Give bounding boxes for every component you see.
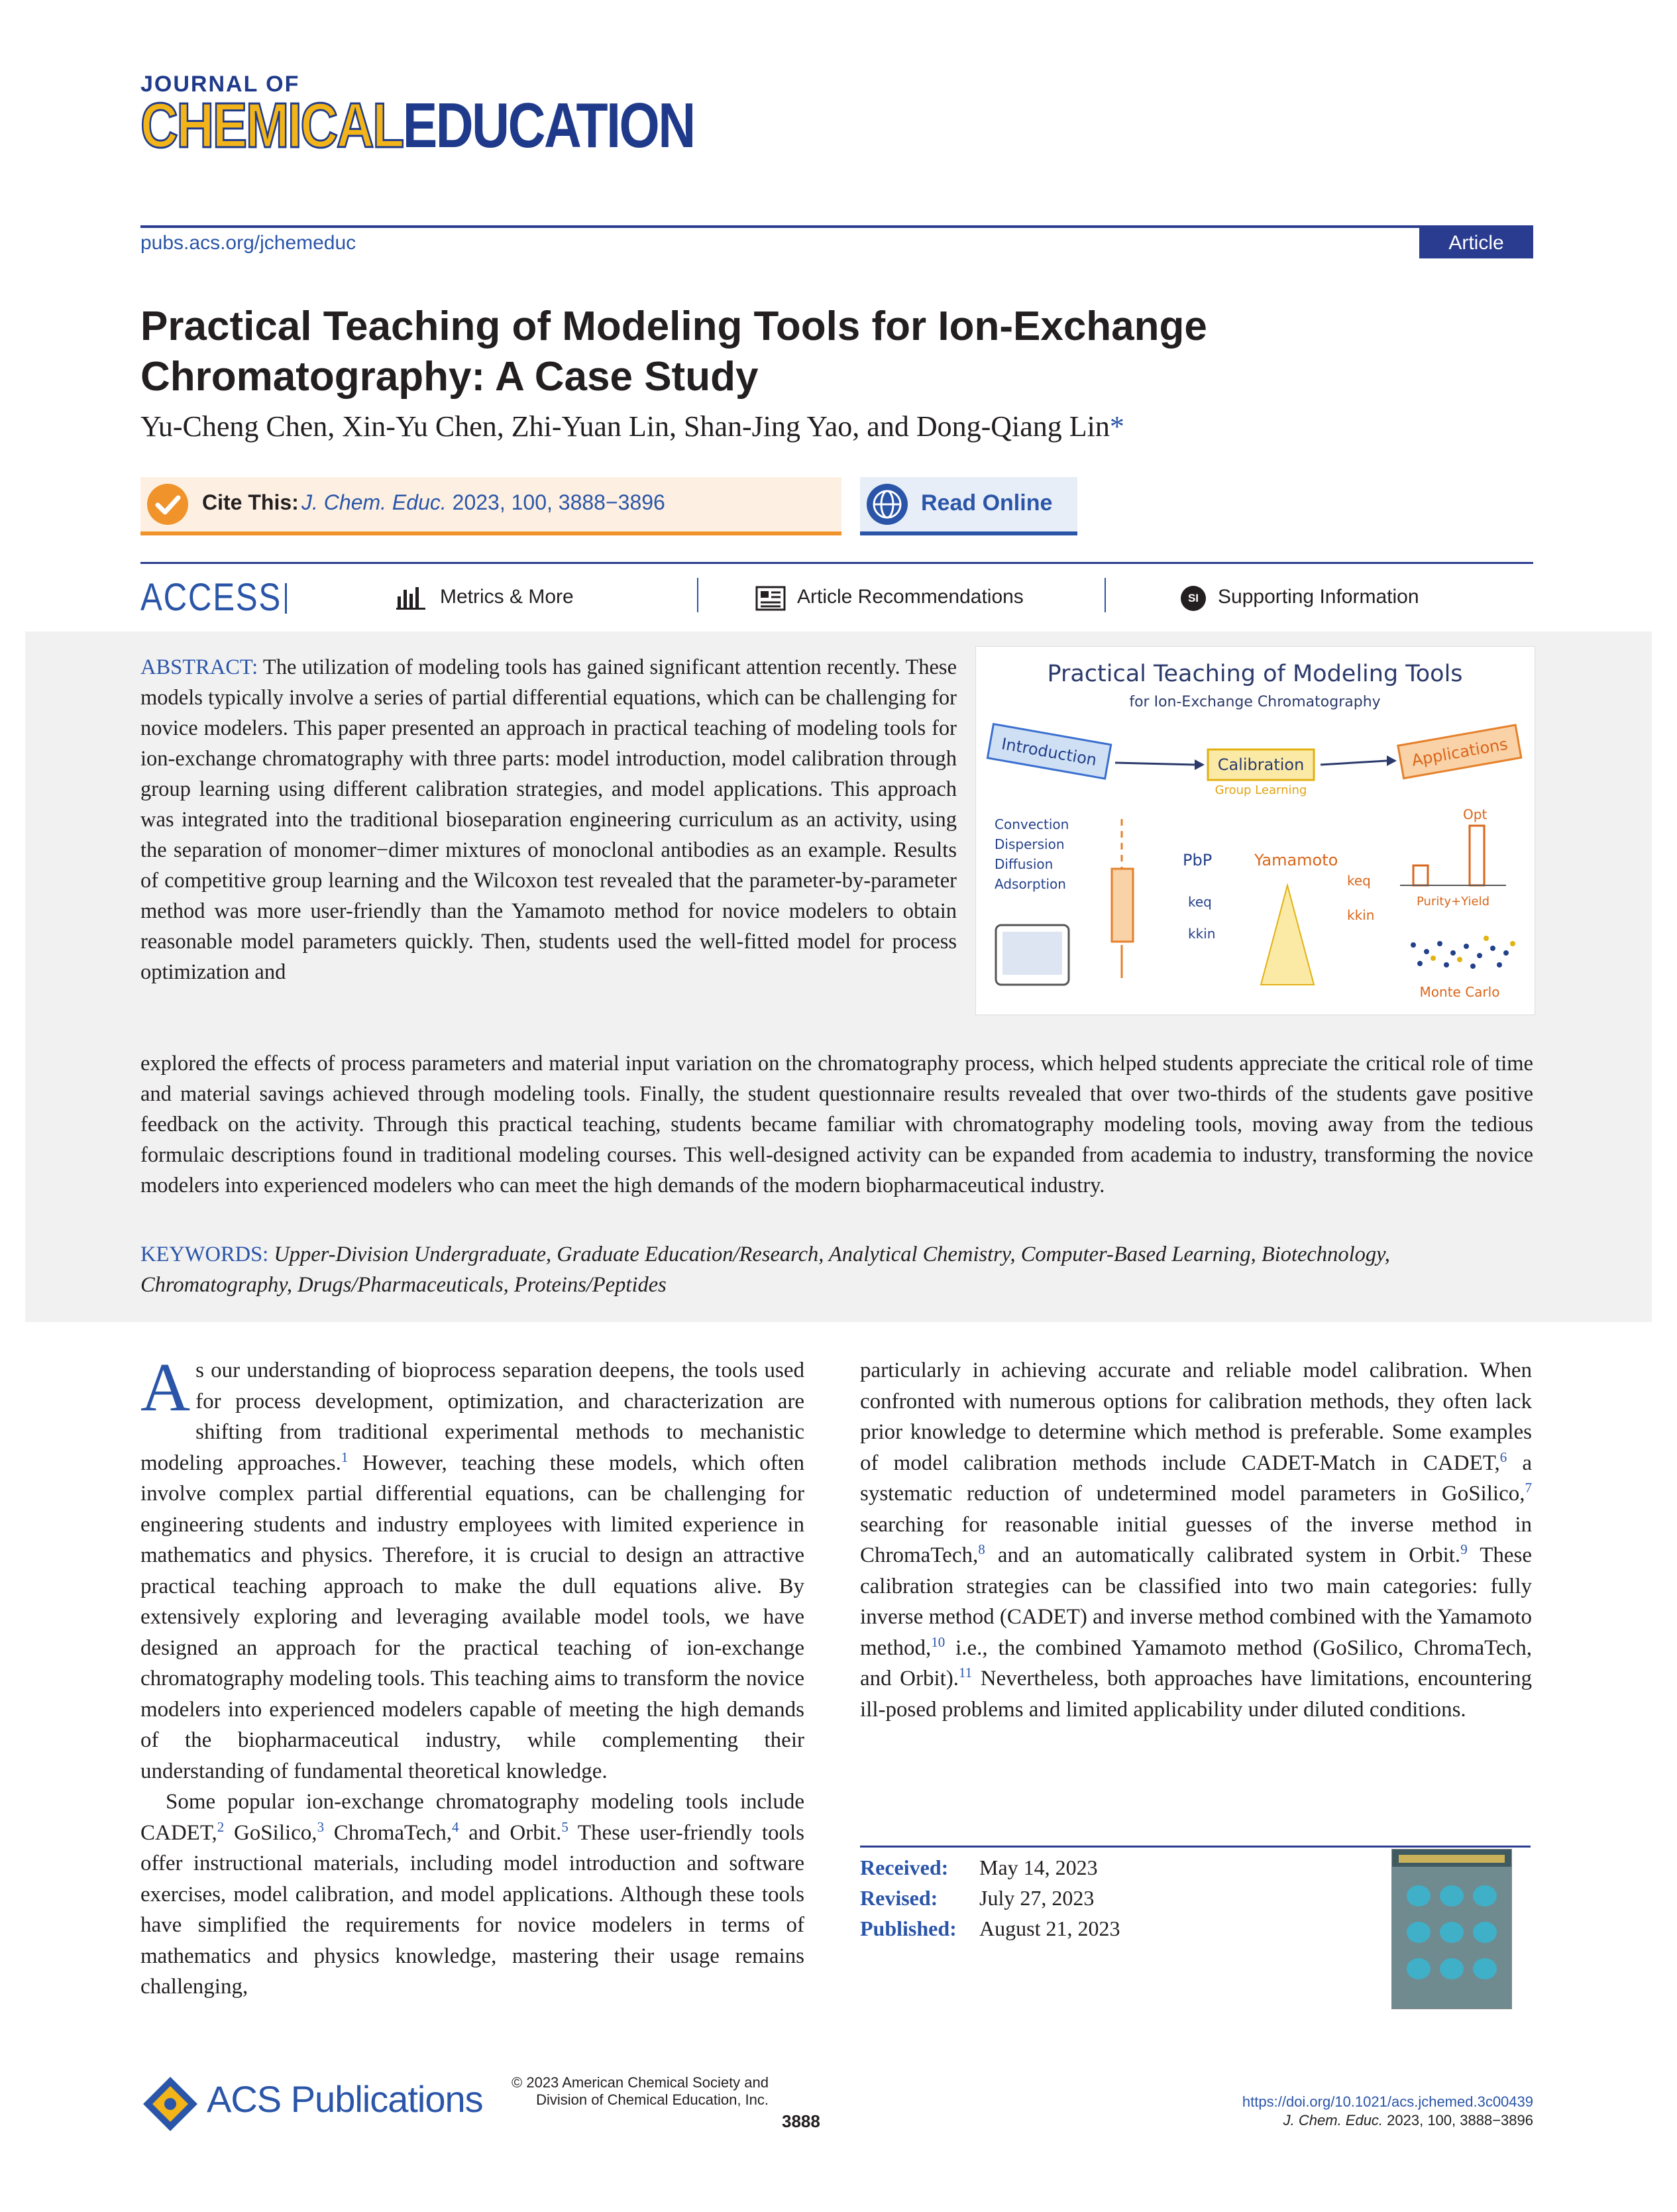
toc-pbp: PbP <box>1183 851 1213 869</box>
access-divider <box>285 583 287 614</box>
toc-yamamoto: Yamamoto <box>1254 851 1338 869</box>
cite-details: 2023, 100, 3888−3896 <box>446 490 665 514</box>
abstract-text-continued: explored the effects of process parameters and material input variation on the chromatography process, which helped students appreciate the critical role of time and material savings achieved through modeling tools. Finally, the student questionnaire results revealed that over two-thirds of the students gave positive feedback on the activity. Through this practical teaching, students became familiar with chromatography modeling tools, moving away from the tedious formulaic descriptions found in traditional modeling courses. This well-designed activity can be expanded from academia to industry, transforming the novice modelers into experienced modelers who can meet the high demands of the modern biopharmaceutical industry. <box>140 1052 1533 1197</box>
toc-opt: Opt <box>1463 806 1488 822</box>
body-p1a: s our understanding of bioprocess separation deepens, the tools used for process development, optimization, and characterization are shifting from traditional experimental methods to mechanistic modeling approaches. <box>140 1358 804 1475</box>
body-p2e: These user-friendly tools offer instructional materials, including model introduction and software exercises, model calibration, and model applications. Although these tools have simplified the requirements for novice modelers in terms of mathematics and physics knowledge, mastering their usage remains challenging, <box>140 1820 804 1999</box>
acs-logo-icon <box>140 2074 200 2134</box>
metrics-more-link[interactable]: Metrics & More <box>440 586 574 608</box>
ref-1[interactable]: 1 <box>341 1449 349 1465</box>
access-rule <box>140 562 1533 564</box>
author-list <box>140 410 1124 443</box>
toc-applications: Applications <box>1410 734 1509 770</box>
access-divider <box>697 578 698 612</box>
ref-7[interactable]: 7 <box>1525 1480 1532 1496</box>
toc-keq-pbp: keq <box>1188 894 1212 910</box>
bar-chart-icon <box>396 586 425 613</box>
supporting-information-link[interactable]: Supporting Information <box>1218 586 1419 608</box>
toc-adsorption: Adsorption <box>995 876 1066 892</box>
copyright-notice: © 2023 American Chemical Society and Division of Chemical Education, Inc. <box>512 2074 769 2108</box>
journal-logo-of: JOURNAL OF <box>140 72 300 97</box>
ref-10[interactable]: 10 <box>931 1633 946 1650</box>
body-p2d: and Orbit. <box>459 1820 562 1845</box>
toc-keq-yamamoto: keq <box>1347 873 1371 889</box>
published-date: August 21, 2023 <box>979 1916 1120 1940</box>
body-r1g: Nevertheless, both approaches have limitations, encountering ill-posed problems and limited applicability under diluted conditions. <box>860 1667 1533 1722</box>
body-left-column <box>140 1349 805 2003</box>
toc-diffusion: Diffusion <box>995 856 1054 872</box>
body-p2b: GoSilico, <box>224 1820 317 1845</box>
ref-5[interactable]: 5 <box>561 1818 568 1835</box>
footer-citation <box>1126 2093 1533 2130</box>
toc-title: Practical Teaching of Modeling Tools <box>1047 661 1463 687</box>
toc-convection: Convection <box>995 816 1069 832</box>
cite-this-label: Cite This: <box>202 490 299 514</box>
article-title: Practical Teaching of Modeling Tools for Ion-Exchange Chromatography: A Case Study <box>140 304 1207 400</box>
received-date: May 14, 2023 <box>979 1855 1098 1879</box>
body-p2a: Some popular ion-exchange chromatography modeling tools include CADET, <box>140 1790 804 1845</box>
abstract-label: ABSTRACT: <box>140 655 258 679</box>
ref-2[interactable]: 2 <box>217 1818 225 1835</box>
toc-dispersion: Dispersion <box>995 836 1065 852</box>
toc-monte-carlo: Monte Carlo <box>1419 984 1500 1000</box>
acs-publications-wordmark: ACS Publications <box>207 2078 483 2120</box>
body-p2c: ChromaTech, <box>324 1820 452 1845</box>
footer-cite-details: 2023, 100, 3888−3896 <box>1383 2112 1533 2129</box>
body-r1a: particularly in achieving accurate and reliable model calibration. When confronted with numerous options for calibration methods, they often lack prior knowledge to determine which method is preferable. Some examples of model calibration methods include CADET-Match in CADET, <box>860 1358 1532 1475</box>
read-online-link[interactable]: Read Online <box>921 490 1053 516</box>
body-r1f: i.e., the combined Yamamoto method (GoSilico, ChromaTech, and Orbit). <box>860 1635 1532 1690</box>
footer-cite <box>1283 2112 1533 2129</box>
toc-kkin-pbp: kkin <box>1188 926 1216 942</box>
toc-group-learning: Group Learning <box>1215 783 1307 797</box>
ref-8[interactable]: 8 <box>978 1541 985 1557</box>
cite-journal: J. Chem. Educ. <box>301 490 447 514</box>
journal-logo-education: EDUCATION <box>402 90 694 161</box>
dates-rule <box>860 1846 1531 1848</box>
revised-label: Revised: <box>860 1886 938 1910</box>
access-label: ACCESS <box>140 576 282 619</box>
access-divider <box>1105 578 1106 612</box>
article-recommendations-icon <box>755 586 786 614</box>
ref-4[interactable]: 4 <box>451 1818 459 1835</box>
toc-purity-yield: Purity+Yield <box>1417 895 1489 909</box>
toc-subtitle: for Ion-Exchange Chromatography <box>1129 694 1381 710</box>
ref-11[interactable]: 11 <box>959 1665 973 1681</box>
keywords <box>140 1239 1533 1300</box>
toc-introduction: Introduction <box>1000 734 1099 770</box>
globe-icon <box>867 484 908 525</box>
body-r1c: searching for reasonable initial guesses of the inverse method in ChromaTech, <box>860 1512 1532 1567</box>
ref-6[interactable]: 6 <box>1499 1449 1507 1465</box>
ref-3[interactable]: 3 <box>317 1818 325 1835</box>
journal-logo-chemical: CHEMICAL <box>140 90 403 161</box>
body-r1d: and an automatically calibrated system in Orbit. <box>985 1543 1461 1567</box>
page-number: 3888 <box>782 2111 820 2131</box>
received-label: Received: <box>860 1855 949 1879</box>
article-type-tag: Article <box>1419 228 1533 258</box>
body-right-column <box>860 1355 1532 1725</box>
drop-cap: A <box>140 1349 191 1425</box>
supporting-info-icon: SI <box>1181 586 1206 611</box>
published-label: Published: <box>860 1916 957 1940</box>
article-recommendations-link[interactable]: Article Recommendations <box>797 586 1024 608</box>
body-r1b: a systematic reduction of undetermined model parameters in GoSilico, <box>860 1451 1533 1506</box>
keywords-label: KEYWORDS: <box>140 1243 269 1266</box>
check-icon <box>147 484 188 525</box>
doi-link[interactable]: https://doi.org/10.1021/acs.jchemed.3c00439 <box>1242 2093 1533 2110</box>
ref-9[interactable]: 9 <box>1460 1541 1468 1557</box>
header-rule <box>140 225 1533 228</box>
body-r1e: These calibration strategies can be classified into two main categories: fully inverse method (CADET) and inverse method combined with the Yamamoto method, <box>860 1543 1532 1660</box>
footer-journal: J. Chem. Educ. <box>1283 2112 1383 2129</box>
abstract-body-1: The utilization of modeling tools has gained significant attention recently. These models typically involve a series of partial differential equations, which can be challenging for novice modelers. This paper presented an approach in practical teaching of modeling tools for ion-exchange chromatography with three parts: model introduction, model calibration through group learning using different calibration strategies, and model applications. This approach was integrated into the traditional bioseparation engineering curriculum as an activity, using the separation of monomer−dimer mixtures of monoclonal antibodies as an example. Results of competitive group learning and the Wilcoxon test revealed that the parameter-by-parameter method was more user-friendly than the Yamamoto method for novice modelers to obtain reasonable model parameters quickly. Then, students used the well-fitted model for process optimization and <box>140 655 957 984</box>
abstract-text <box>140 652 957 987</box>
toc-graphic <box>975 646 1535 1015</box>
keywords-list: Upper-Division Undergraduate, Graduate Education/Research, Analytical Chemistry, Computer-Based Learning, Biotechnology, Chromatography, Drugs/Pharmaceuticals, Proteins/Peptides <box>140 1243 1390 1297</box>
authors-text: Yu-Cheng Chen, Xin-Yu Chen, Zhi-Yuan Lin, Shan-Jing Yao, and Dong-Qiang Lin <box>140 410 1110 443</box>
journal-logo <box>140 90 694 161</box>
journal-url-link[interactable]: pubs.acs.org/jchemeduc <box>140 232 356 254</box>
cite-this-reference[interactable] <box>301 490 665 515</box>
journal-cover-thumbnail[interactable] <box>1391 1849 1512 2009</box>
corresponding-author-mark[interactable]: * <box>1109 410 1124 443</box>
revised-date: July 27, 2023 <box>979 1886 1095 1910</box>
body-p1b: However, teaching these models, which often involve complex partial differential equations, can be challenging for engineering students and industry employees with limited experience in mathematics and physics. Therefore, it is crucial to design an attractive practical teaching approach to make the dull equations alive. By extensively exploring and leveraging available model tools, we have designed an approach for the practical teaching of ion-exchange chromatography modeling tools. This teaching aims to transform the novice modelers into experienced modelers capable of meeting the high demands of the biopharmaceutical industry, while complementing their understanding of fundamental theoretical knowledge. <box>140 1451 805 1783</box>
toc-kkin-yamamoto: kkin <box>1347 907 1375 923</box>
toc-calibration: Calibration <box>1217 755 1305 774</box>
